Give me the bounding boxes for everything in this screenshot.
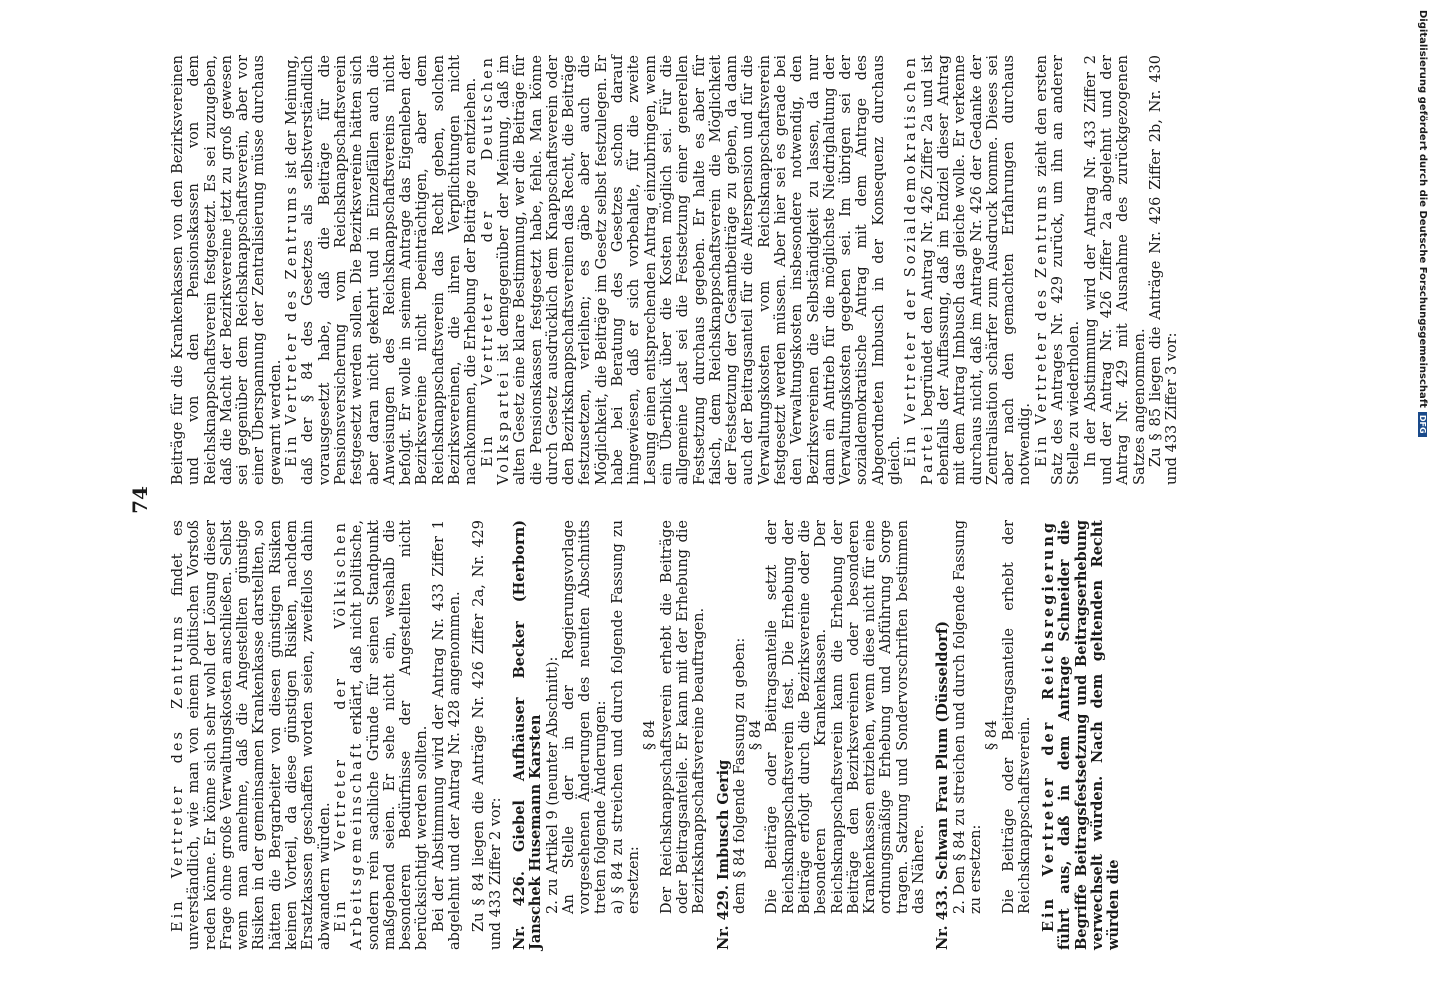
- paragraph: Bei der Abstimmung wird der Antrag Nr. 433 Ziffer 1 abgelehnt und der Antrag Nr. 428 angenommen.: [430, 520, 464, 950]
- motion-text: dem § 84 folgende Fassung zu geben:: [731, 637, 748, 914]
- motion-426-header: Nr. 426. Giebel Aufhäuser Becker (Herborn) Janschek Husemann Karsten: [510, 520, 545, 950]
- speaker: Ein Vertreter des Zentrums: [1033, 182, 1050, 467]
- section-mark: § 84: [642, 719, 659, 751]
- speaker: Ein Vertreter der Deutschen Volkspartei: [479, 55, 512, 485]
- paragraph: begründet den Antrag Nr. 426 Ziffer 2a und ist ebenfalls der Auffassung, daß im Endziel dieser Antrag mit dem Antrag Imbusch das gleiche wolle. Er verkenne durchaus nicht, daß im Antrage Nr. 426 der Gedanke der Zentralisation schärfer zum Ausdruck komme. Dieses sei aber nach den gemachten Erfahrungen durchaus notwendig.: [919, 54, 1034, 485]
- speaker: Ein Vertreter der Reichsregierung: [1040, 520, 1058, 932]
- speaker: Ein Vertreter der Völkischen Arbeitsgemeinschaft: [332, 520, 366, 950]
- page-number: 74: [128, 486, 152, 514]
- section-mark: § 84: [748, 719, 765, 751]
- speaker: Ein Vertreter des Zentrums: [284, 184, 301, 467]
- motion-item: 2. Den § 84 zu streichen und durch folgende Fassung zu ersetzen:: [951, 520, 984, 914]
- paragraph: zieht den ersten Satz des Antrages Nr. 429 zurück, um ihn an anderer Stelle zu wiederholen.: [1033, 54, 1083, 485]
- rotated-page-content: [120, 40, 1300, 960]
- dfg-logo: DFG: [1419, 412, 1428, 437]
- speaker: Ein Vertreter der Sozialdemokratischen Partei: [903, 55, 936, 485]
- right-column: [170, 55, 1180, 485]
- document-page: [120, 40, 1300, 960]
- motion-quote: Der Reichsknappschaftsverein erhebt die Beiträge oder Beitragsanteile. Er kann mit der Erhebung die Bezirksknappschaftsvereine beauftragen.: [658, 520, 708, 914]
- motion-433-header: Nr. 433. Schwan Frau Plum (Düsseldorf): [934, 621, 952, 950]
- paragraph: findet es unverständlich, wie man von einem politischen Vorstoß reden könne. Er könne sich sehr wohl der Lösung dieser Frage ohne große Verwaltungskosten anschließen. Selbst wenn man annehme, daß die Angestellten günstige Risiken in der gemeinsamen Krankenkasse darstellten, so hätten die Bergarbeiter von diesen günstigen Risiken keinen Vorteil, da diese günstigen Risiken, nachdem Ersatzkassen geschaffen worden seien, zweifellos dahin abwandern würden.: [170, 520, 333, 950]
- motion-quote: Die Beiträge oder Beitragsanteile setzt der Reichsknappschaftsverein fest. Die Erhebung der Beiträge erfolgt durch die Bezirksvereine oder die besonderen Krankenkassen. Der Reichsknappschaftsverein kann die Erhebung der Beiträge den Bezirksvereinen oder besonderen Krankenkassen entziehen, wenn diese nicht für eine ordnungsmäßige Erhebung und Abführung Sorge tragen. Satzung und Sondervorschriften bestimmen das Nähere.: [764, 520, 928, 914]
- motion-429-header: Nr. 429. Imbusch Gerig: [714, 759, 732, 950]
- motion-quote: Die Beiträge oder Beitragsanteile erhebt der Reichsknappschaftsverein.: [1000, 520, 1033, 914]
- credit-text: Digitalisierung gefördert durch die Deutsche Forschungsgemeinschaft: [1417, 10, 1429, 408]
- motion-text: An Stelle der in der Regierungsvorlage vorgesehenen Änderungen des neunten Abschnitts treten folgende Änderungen:: [560, 520, 610, 914]
- motion-item: a) § 84 zu streichen und durch folgende Fassung zu ersetzen:: [609, 520, 643, 914]
- paragraph: ist demgegenüber der Meinung, daß im alten Gesetz eine klare Bestimmung, wer die Beiträge für die Pensionskassen festgesetzt habe, fehle. Man könne durch Gesetz ausdrücklich dem Knappschaftsverein oder den Bezirksknappschaftsvereinen das Recht, die Beiträge festzusetzen, verleihen; es gäbe aber auch die Möglichkeit, die Beiträge im Gesetz selbst festzulegen. Er habe bei Beratung des Gesetzes schon darauf hingewiesen, daß er sich vorbehalte, für die zweite Lesung einen entsprechenden Antrag einzubringen, wenn ein Überblick über die Kosten möglich sei. Für die allgemeine Last sei die Festsetzung einer generellen Festsetzung durchaus gegeben. Er halte es aber für falsch, dem Reichsknappschaftsverein die Möglichkeit der Festsetzung der Gesamtbeiträge zu geben, da dann auch der Beitragsanteil für die Alterspension und für die Verwaltungskosten vom Reichsknappschaftsverein festgesetzt werden müssen. Aber hier sei es gerade bei den Verwaltungskosten insbesondere notwendig, den Bezirksvereinen die Selbständigkeit zu lassen, da nur dann ein Antrieb für die möglichste Niedrighaltung der Verwaltungskosten gegeben sei. Im übrigen sei der sozialdemokratische Antrag mit dem Antrage des Abgeordneten Imbusch in der Konsequenz durchaus gleich.: [495, 54, 904, 485]
- motion-item: 2. zu Artikel 9 (neunter Abschnitt):: [544, 656, 561, 914]
- paragraph: erklärt, daß nicht politische, sondern rein sachliche Gründe für seinen Standpunkt maßgebend seien. Er sehe nicht ein, weshalb die besonderen Bedürfnisse der Angestellten nicht berücksichtigt werden sollten.: [349, 520, 431, 950]
- paragraph: führt aus, daß in dem Antrage Schneider die Begriffe Beitragsfestsetzung und Beitragserhebung verwechselt würden. Nach dem geltenden Recht würden die: [1056, 520, 1123, 950]
- speaker: Ein Vertreter des Zentrums: [170, 613, 186, 932]
- digitization-credit: [1414, 10, 1432, 434]
- left-column: [170, 520, 1123, 950]
- paragraph: ist der Meinung, daß der § 84 des Gesetzes als selbstverständlich vorausgesetzt habe, daß die Beiträge für die Pensionsversicherung vom Reichsknappschaftsverein festgesetzt werden sollen. Die Bezirksvereine hätten sich aber daran nicht gekehrt und in Einzelfällen auch die Anweisungen des Reichsknappschaftsvereins nicht befolgt. Er wolle in seinem Antrage das Eigenleben der Bezirksvereine nicht beeinträchtigen, aber dem Reichsknappschaftsverein das Recht geben, solchen Bezirksvereinen, die ihren Verpflichtungen nicht nachkommen, die Erhebung der Beiträge zu entziehen.: [284, 54, 480, 485]
- paragraph: In der Abstimmung wird der Antrag Nr. 433 Ziffer 2 und der Antrag Nr. 426 Ziffer 2a abgelehnt und der Antrag Nr. 429 mit Ausnahme des zurückgezogenen Satzes angenommen.: [1082, 55, 1148, 485]
- paragraph: Zu § 85 liegen die Anträge Nr. 426 Ziffer 2b, Nr. 430 und 433 Ziffer 3 vor:: [1147, 55, 1181, 485]
- paragraph: Zu § 84 liegen die Anträge Nr. 426 Ziffer 2a, Nr. 429 und 433 Ziffer 2 vor:: [471, 520, 504, 950]
- section-mark: § 84: [984, 719, 1001, 751]
- paragraph: Beiträge für die Krankenkassen von den Bezirksvereinen und von den Pensionskassen von dem Reichsknappschaftsverein festgesetzt. Es sei zuzugeben, daß die Macht der Bezirksvereine jetzt zu groß gewesen sei gegenüber dem Reichsknappschaftsverein, aber vor einer Überspannung der Zentralisierung müsse durchaus gewarnt werden.: [170, 55, 284, 485]
